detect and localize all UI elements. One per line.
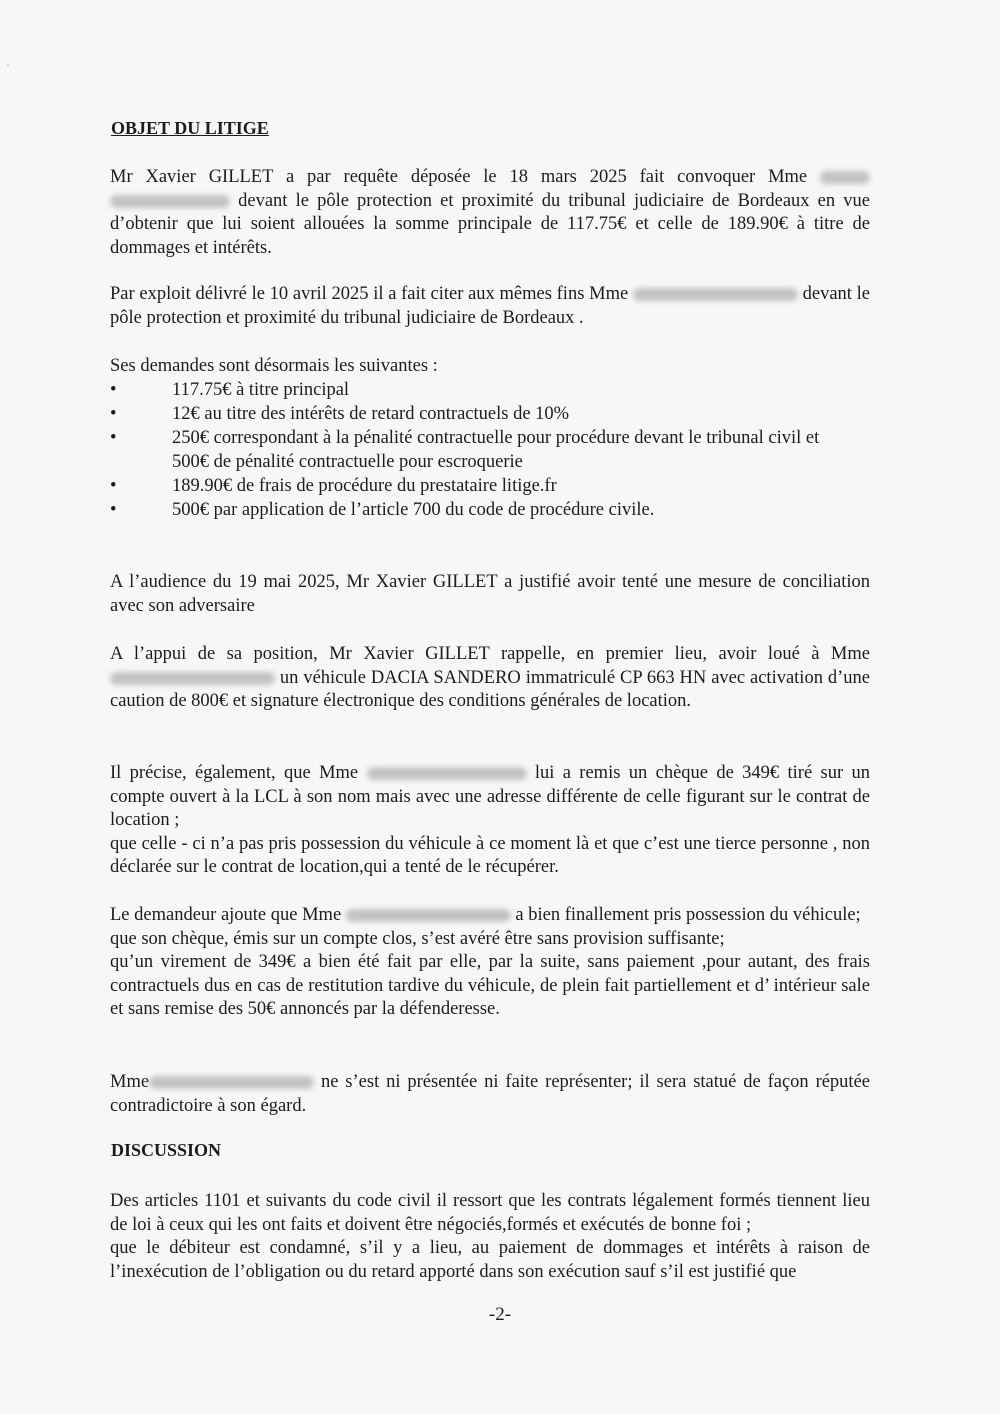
- bullet-icon: •: [110, 380, 117, 400]
- section-title-objet: OBJET DU LITIGE: [111, 118, 269, 138]
- paragraph-audience: A l’audience du 19 mai 2025, Mr Xavier GILLET a justifié avoir tenté une mesure de conciliation avec son adversaire: [110, 572, 870, 616]
- page-number: -2-: [488, 1304, 512, 1325]
- redacted-name: [633, 288, 798, 301]
- list-item: • 12€ au titre des intérêts de retard contractuels de 10%: [110, 404, 570, 424]
- bullet-icon: •: [110, 404, 117, 424]
- bullet-icon: •: [110, 428, 117, 448]
- scan-mark: ·: [6, 58, 10, 72]
- redacted-name: [346, 909, 511, 922]
- list-item: • 500€ par application de l’article 700 du code de procédure civile.: [110, 500, 655, 520]
- bullet-icon: •: [110, 500, 117, 520]
- bullet-icon: •: [110, 476, 117, 496]
- list-item: • 250€ correspondant à la pénalité contractuelle pour procédure devant le tribunal civil et 500€ de pénalité contractuelle pour escroquerie: [110, 428, 820, 472]
- redacted-name: [367, 767, 527, 780]
- redacted-name: [149, 1076, 314, 1089]
- paragraph-requete: Mr Xavier GILLET a par requête déposée le 18 mars 2025 fait convoquer Mme devant le pôle protection et proximité du tribunal judiciaire de Bordeaux en vue d’obtenir que lui soient allouées la somme principale de 117.75€ et celle de 189.90€ à titre de dommages et intérêts.: [110, 167, 870, 258]
- paragraph-exploit: Par exploit délivré le 10 avril 2025 il a fait citer aux mêmes fins Mme devant le pôle protection et proximité du tribunal judiciaire de Bordeaux .: [110, 284, 870, 328]
- paragraph-demandes-intro: Ses demandes sont désormais les suivantes :: [110, 356, 438, 376]
- list-item: • 189.90€ de frais de procédure du prestataire litige.fr: [110, 476, 557, 496]
- redacted-name: [820, 171, 870, 184]
- redacted-name: [110, 195, 230, 208]
- paragraph-appui: A l’appui de sa position, Mr Xavier GILLET rappelle, en premier lieu, avoir loué à Mme un véhicule DACIA SANDERO immatriculé CP 663 HN avec activation d’une caution de 800€ et signature électronique des conditions générales de location.: [110, 644, 870, 712]
- redacted-name: [110, 672, 275, 685]
- demands-list: [110, 378, 880, 522]
- paragraph-articles: Des articles 1101 et suivants du code civil il ressort que les contrats légalement formés tiennent lieu de loi à ceux qui les ont faits et doivent être négociés,formés et exécutés de bonne foi ; que le débiteur est condamné, s’il y a lieu, au paiement de dommages et intérêts à raison de l’inexécution de l’obligation ou du retard apporté dans son exécution sauf s’il est justifié que: [110, 1191, 870, 1282]
- paragraph-defaut: Mme ne s’est ni présentée ni faite représenter; il sera statué de façon réputée contradictoire à son égard.: [110, 1072, 870, 1116]
- paragraph-ajoute: Le demandeur ajoute que Mme a bien finallement pris possession du véhicule; que son chèque, émis sur un compte clos, s’est avéré être sans provision suffisante; qu’un virement de 349€ a bien été fait par elle, par la suite, sans paiement ,pour autant, des frais contractuels dus en cas de restitution tardive du véhicule, de plein fait partiellement et d’ intérieur sale et sans remise des 50€ annoncés par la défenderesse.: [110, 905, 870, 1020]
- section-title-discussion: DISCUSSION: [111, 1140, 222, 1160]
- paragraph-precise: Il précise, également, que Mme lui a remis un chèque de 349€ tiré sur un compte ouvert à la LCL à son nom mais avec une adresse différente de celle figurant sur le contrat de location ; que celle - ci n’a pas pris possession du véhicule à ce moment là et que c’est une tierce personne , non déclarée sur le contrat de location,qui a tenté de le récupérer.: [110, 763, 871, 878]
- list-item: • 117.75€ à titre principal: [110, 380, 350, 400]
